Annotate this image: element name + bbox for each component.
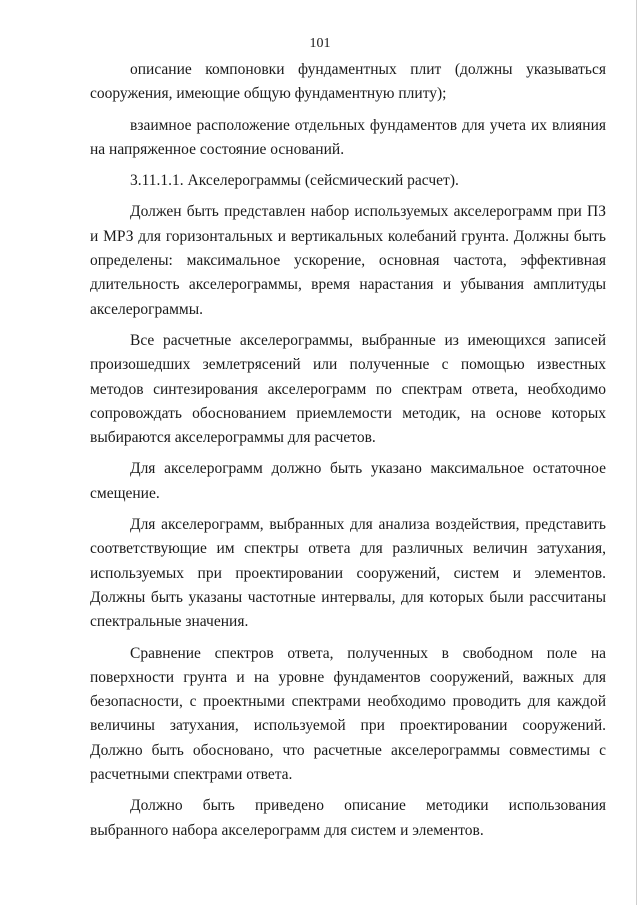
paragraph-foundation-layout: описание компоновки фундаментных плит (должны указываться сооружения, имеющие общую фундаментную плиту); (90, 61, 606, 103)
paragraph-residual-displacement: Для акселерограмм должно быть указано максимальное остаточное смещение. (90, 460, 606, 502)
paragraph-foundation-arrangement: взаимное расположение отдельных фундаментов для учета их влияния на напряженное состояние оснований. (90, 116, 606, 158)
paragraph-response-spectra: Для акселерограмм, выбранных для анализа воздействия, представить соответствующие им спектры ответа для различных величин затухания, используемых при проектировании сооружений, систем и элементов. Должны быть указаны частотные интервалы, для которых были рассчитаны спектральные значения. (90, 516, 606, 631)
paragraph-design-accelerograms: Все расчетные акселерограммы, выбранные из имеющихся записей произошедших землетрясений или полученные с помощью известных методов синтезирования акселерограмм по спектрам ответа, необходимо сопровождать обоснованием приемлемости методик, на основе которых выбираются акселерограммы для расчетов. (90, 331, 606, 447)
paragraph-methodology: Должно быть приведено описание методики использования выбранного набора акселерограмм для систем и элементов. (90, 797, 606, 839)
section-heading: 3.11.1.1. Акселерограммы (сейсмический расчет). (130, 172, 459, 190)
page-edge-divider (636, 0, 637, 905)
document-body (90, 58, 606, 843)
paragraph-spectra-comparison: Сравнение спектров ответа, полученных в свободном поле на поверхности грунта и на уровне фундаментов сооружений, важных для безопасности, с проектными спектрами необходимо проводить для каждой величины затухания, используемой при проектировании сооружений. Должно быть обосновано, что расчетные акселерограммы совместимы с расчетными спектрами ответа. (90, 644, 606, 784)
paragraph-accelerogram-set: Должен быть представлен набор используемых акселерограмм при ПЗ и МРЗ для горизонтальных и вертикальных колебаний грунта. Должны быть определены: максимальное ускорение, основная частота, эффективная длительность акселерограммы, время нарастания и убывания амплитуды акселерограммы. (90, 203, 606, 318)
page-number: 101 (309, 36, 331, 51)
